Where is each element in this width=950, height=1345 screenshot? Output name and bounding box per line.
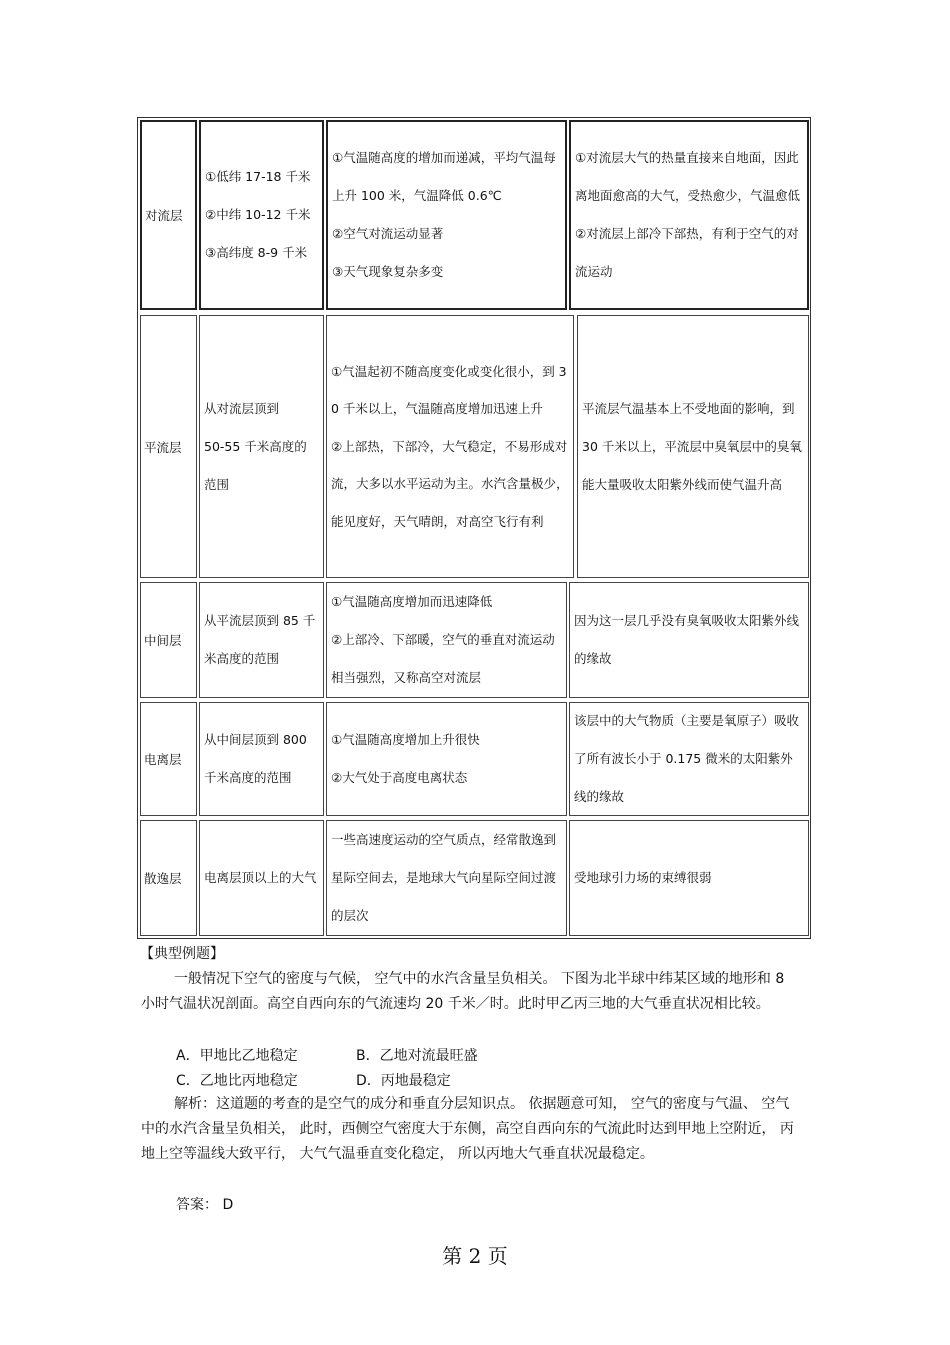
example-question: 一般情况下空气的密度与气候， 空气中的水汽含量呈负相关。 下图为北半球中纬某区域的地形和 8 小时气温状况剖面。高空自西向东的气流速均 20 千米／时。此时甲乙丙三地的大气垂直状况相比较。 (141, 971, 785, 1012)
layer-features-cell (326, 315, 574, 578)
layer-reason-cell (569, 120, 809, 310)
layer-name-cell (140, 702, 197, 816)
layer-reason: 因为这一层几乎没有臭氧吸收太阳紫外线的缘故 (574, 613, 800, 666)
layer-height: 电离层顶以上的大气 (204, 870, 317, 885)
layer-height: 从对流层顶到 50-55 千米高度的范围 (204, 400, 307, 492)
layer-reason: ①对流层大气的热量直接来自地面，因此离地面愈高的大气，受热愈少，气温愈低 ②对流层上部冷下部热，有利于空气的对流运动 (575, 150, 801, 279)
layer-features: ①气温随高度的增加而递减，平均气温每上升 100 米，气温降低 0.6℃ ②空气对流运动显著 ③天气现象复杂多变 (332, 150, 556, 279)
section-title: 【典型例题】 (140, 946, 224, 962)
layer-name-cell (140, 120, 197, 310)
layer-height-cell (199, 315, 324, 578)
option-d: D．丙地最稳定 (356, 1073, 451, 1089)
example-answer: 答案： D (176, 1197, 234, 1213)
layer-reason: 受地球引力场的束缚很弱 (574, 870, 712, 885)
layer-height: ①低纬 17-18 千米 ②中纬 10-12 千米 ③高纬度 8-9 千米 (205, 169, 311, 260)
layer-reason-cell (577, 315, 809, 578)
layer-name: 对流层 (145, 208, 183, 223)
layer-height-cell (199, 120, 324, 310)
layer-height-cell (199, 820, 324, 936)
example-analysis: 解析：这道题的考查的是空气的成分和垂直分层知识点。 依据题意可知， 空气的密度与气温、 空气中的水汽含量呈负相关， 此时，西侧空气密度大于东侧，高空自西向东的气流此时达到甲地上空附近， 丙地上空等温线大致平行， 大气气温垂直变化稳定， 所以丙地大气垂直状况最稳定。 (141, 1096, 794, 1162)
option-c: C．乙地比丙地稳定 (176, 1073, 298, 1089)
layer-name: 电离层 (144, 752, 182, 767)
layer-name-cell (140, 820, 197, 936)
layer-name-cell (140, 315, 197, 578)
layer-features-cell (326, 702, 567, 816)
layer-features-cell (326, 120, 567, 310)
layer-reason-cell (569, 582, 809, 698)
layer-height-cell (199, 702, 324, 816)
layer-features: 一些高速度运动的空气质点，经常散逸到星际空间去，是地球大气向星际空间过渡的层次 (331, 832, 557, 923)
page-number: 第 2 页 (442, 1244, 508, 1268)
layer-name: 中间层 (144, 633, 182, 648)
layer-height: 从平流层顶到 85 千米高度的范围 (204, 613, 316, 666)
layer-features: ①气温起初不随高度变化或变化很小，到 30 千米以上，气温随高度增加迅速上升 ②上部热，下部冷，大气稳定，不易形成对流，大多以水平运动为主。水汽含量极少，能见度好，天气晴朗，对高空飞行有利 (331, 363, 569, 529)
layer-height: 从中间层顶到 800 千米高度的范围 (204, 732, 307, 785)
layer-reason-cell (569, 820, 809, 936)
atmosphere-layers-table (137, 117, 811, 939)
layer-features-cell (326, 820, 567, 936)
option-b: B．乙地对流最旺盛 (356, 1048, 478, 1064)
option-a: A．甲地比乙地稳定 (176, 1048, 298, 1064)
layer-name: 平流层 (144, 439, 182, 455)
layer-features-cell (326, 582, 567, 698)
layer-features: ①气温随高度增加而迅速降低 ②上部冷、下部暖，空气的垂直对流运动相当强烈，又称高空对流层 (331, 594, 555, 685)
layer-features: ①气温随高度增加上升很快 ②大气处于高度电离状态 (331, 732, 480, 785)
layer-reason: 平流层气温基本上不受地面的影响，到 30 千米以上，平流层中臭氧层中的臭氧能大量吸收太阳紫外线而使气温升高 (582, 400, 802, 492)
layer-name: 散逸层 (144, 871, 182, 886)
layer-reason: 该层中的大气物质（主要是氧原子）吸收了所有波长小于 0.175 微米的太阳紫外线的缘故 (574, 713, 800, 804)
layer-name-cell (140, 582, 197, 698)
layer-height-cell (199, 582, 324, 698)
layer-reason-cell (569, 702, 809, 816)
